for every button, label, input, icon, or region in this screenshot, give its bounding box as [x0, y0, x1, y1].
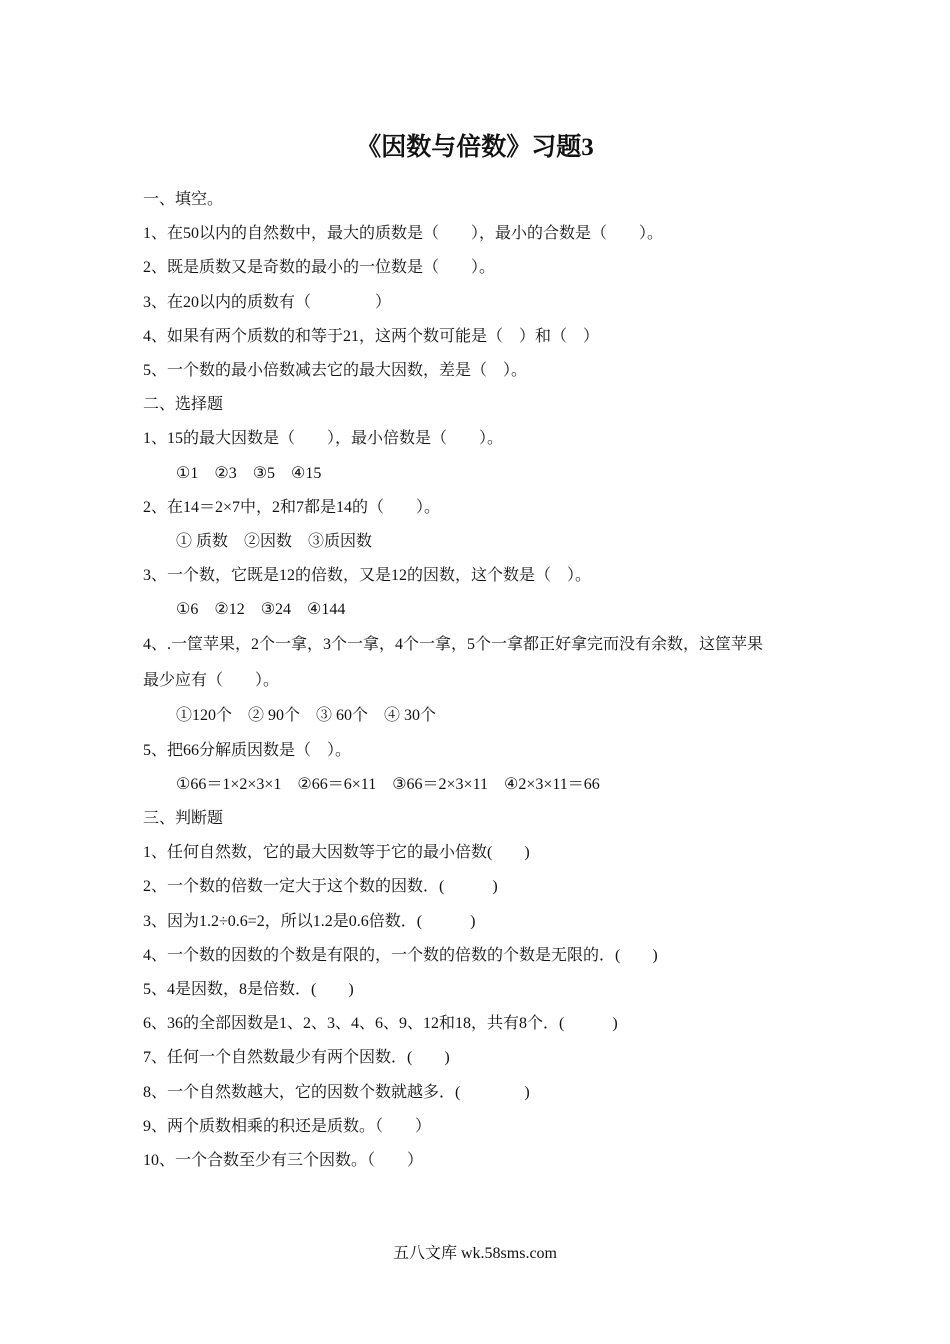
section-heading-multiple-choice: 二、选择题 — [143, 396, 224, 414]
true-false-question-5: 5、4是因数，8是倍数．( ) — [143, 980, 354, 998]
choice-question-2-options: ① 质数 ②因数 ③质因数 — [176, 532, 373, 550]
choice-question-5: 5、把66分解质因数是（ ）。 — [143, 741, 352, 759]
fill-blank-question-1: 1、在50以内的自然数中，最大的质数是（ ），最小的合数是（ ）。 — [143, 225, 664, 243]
true-false-question-6: 6、36的全部因数是1、2、3、4、6、9、12和18，共有8个．( ) — [143, 1015, 618, 1033]
true-false-question-8: 8、一个自然数越大，它的因数个数就越多．( ) — [143, 1083, 530, 1101]
worksheet-body — [143, 183, 823, 1178]
fill-blank-question-5: 5、一个数的最小倍数减去它的最大因数，差是（ ）。 — [143, 361, 528, 379]
true-false-question-7: 7、任何一个自然数最少有两个因数．( ) — [143, 1049, 450, 1067]
choice-question-2: 2、在14＝2×7中，2和7都是14的（ ）。 — [143, 498, 441, 516]
true-false-question-9: 9、两个质数相乘的积还是质数。（ ） — [143, 1117, 432, 1135]
fill-blank-question-3: 3、在20以内的质数有（ ） — [143, 293, 392, 311]
choice-question-5-options: ①66＝1×2×3×1 ②66＝6×11 ③66＝2×3×11 ④2×3×11＝66 — [176, 775, 600, 793]
choice-question-3-options: ①6 ②12 ③24 ④144 — [176, 601, 346, 619]
choice-question-4-options: ①120个 ② 90个 ③ 60个 ④ 30个 — [176, 707, 437, 725]
section-heading-true-false: 三、判断题 — [143, 810, 224, 827]
choice-question-1: 1、15的最大因数是（ ），最小倍数是（ ）。 — [143, 430, 504, 448]
fill-blank-question-4: 4、如果有两个质数的和等于21，这两个数可能是（ ）和（ ） — [143, 327, 600, 345]
choice-question-4-line-1: 4、.一筐苹果，2个一拿，3个一拿，4个一拿，5个一拿都正好拿完而没有余数，这筐苹果 — [143, 636, 764, 654]
choice-question-4-line-2: 最少应有（ ）。 — [143, 672, 280, 690]
page-title: 《因数与倍数》习题3 — [356, 134, 594, 161]
footer-watermark: 五八文库 wk.58sms.com — [392, 1245, 557, 1262]
true-false-question-2: 2、一个数的倍数一定大于这个数的因数．( ) — [143, 878, 498, 896]
true-false-question-10: 10、一个合数至少有三个因数。（ ） — [143, 1151, 424, 1169]
true-false-question-3: 3、因为1.2÷0.6=2，所以1.2是0.6倍数．( ) — [143, 912, 476, 930]
fill-blank-question-2: 2、既是质数又是奇数的最小的一位数是（ ）。 — [143, 259, 496, 277]
choice-question-1-options: ①1 ②3 ③5 ④15 — [176, 464, 322, 482]
true-false-question-1: 1、任何自然数，它的最大因数等于它的最小倍数( ) — [143, 844, 530, 862]
section-heading-fill-blank: 一、填空。 — [143, 191, 224, 208]
true-false-question-4: 4、一个数的因数的个数是有限的，一个数的倍数的个数是无限的．( ) — [143, 946, 658, 964]
choice-question-3: 3、一个数，它既是12的倍数，又是12的因数，这个数是（ ）。 — [143, 567, 592, 585]
